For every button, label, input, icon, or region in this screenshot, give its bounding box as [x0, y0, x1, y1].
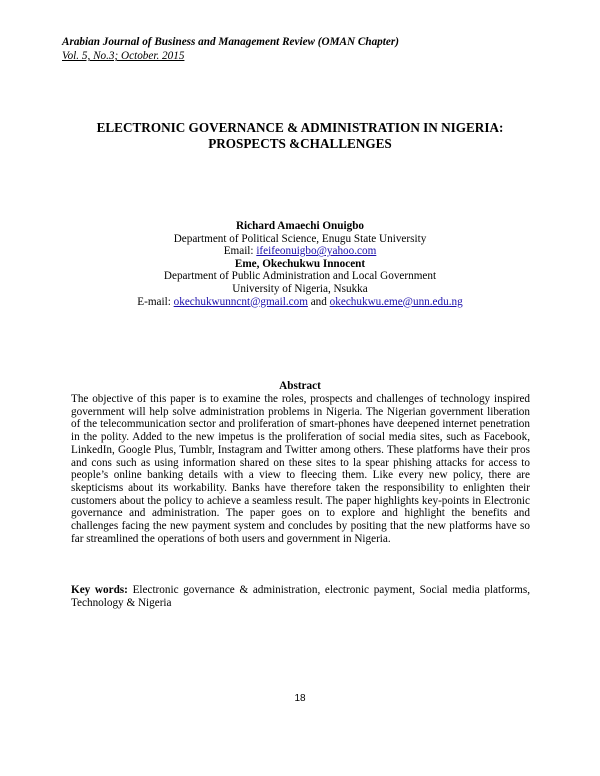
title-line-2: PROSPECTS &CHALLENGES — [208, 136, 392, 151]
keywords-text: Electronic governance & administration, electronic payment, Social media platforms, Technology & Nigeria — [71, 584, 531, 609]
author1-email-line — [60, 245, 540, 258]
page-number: 18 — [294, 693, 306, 704]
keywords — [71, 584, 530, 610]
title-line-1: ELECTRONIC GOVERNANCE & ADMINISTRATION IN NIGERIA: — [96, 120, 504, 135]
journal-name: Arabian Journal of Business and Management Review (OMAN Chapter) — [62, 36, 399, 48]
author2-email-link-2[interactable]: okechukwu.eme@unn.edu.ng — [329, 295, 463, 308]
author2-department: Department of Public Administration and Local Government — [163, 270, 437, 283]
author1-email-label: Email: — [223, 245, 257, 258]
author2-email-label: E-mail: — [137, 295, 174, 308]
author2-email-link-1[interactable]: okechukwunncnt@gmail.com — [173, 295, 308, 308]
abstract-text: The objective of this paper is to examine the roles, prospects and challenges of technology inspired government will help solve administration problems in Nigeria. The Nigerian government liberation of the telecommunication sector and proliferation of smart-phones have deepened internet penetration in the polity. Added to the new impetus is the proliferation of social media sites, such as Facebook, LinkedIn, Google Plus, Tumblr, Instagram and Twitter among others. These platforms have their pros and cons such as using information shared on these sites to la spear phishing attacks for access to people’s online banking details with a view to fleecing them. Like every new policy, there are skepticisms about its workability. Banks have therefore taken the responsibility to enlighten their customers about the policy to achieve a seamless result. The paper highlights key-points in Electronic governance and administration. The paper goes on to explore and highlight the benefits and challenges facing the new payment system and concludes by positing that the new platforms have so far streamlined the operations of both users and government in Nigeria. — [71, 393, 530, 545]
paper-title — [60, 120, 540, 152]
keywords-label: Key words: — [71, 584, 128, 596]
abstract-heading: Abstract — [279, 380, 321, 392]
author1-email-link[interactable]: ifeifeonuigbo@yahoo.com — [256, 245, 377, 258]
author1-name: Richard Amaechi Onuigbo — [235, 220, 365, 232]
author2-email-and: and — [307, 295, 330, 308]
author1-department: Department of Political Science, Enugu State University — [173, 232, 427, 245]
author2-name: Eme, Okechukwu Innocent — [234, 257, 366, 270]
author2-university: University of Nigeria, Nsukka — [232, 282, 368, 295]
journal-volume: Vol. 5, No.3; October. 2015 — [62, 50, 185, 62]
author2-email-line — [60, 296, 540, 309]
author-block — [60, 220, 540, 308]
